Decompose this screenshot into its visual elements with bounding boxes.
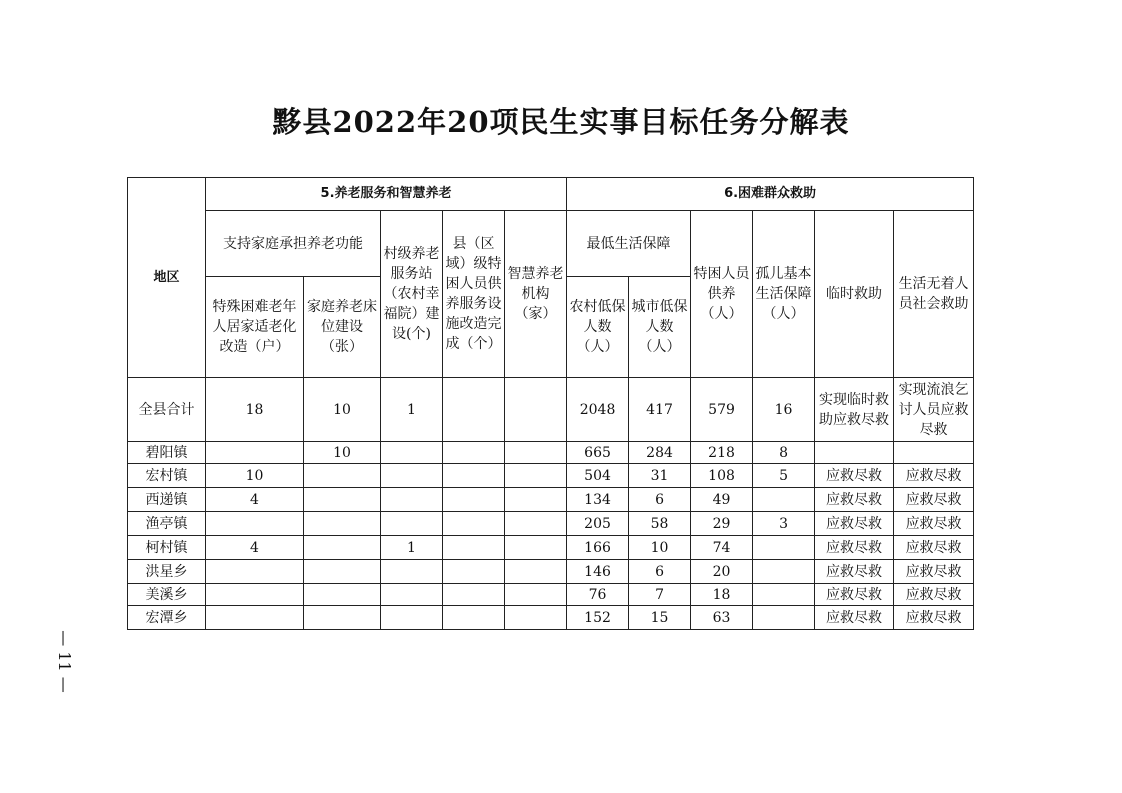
table-cell-c3 <box>381 512 443 536</box>
table-cell-c5 <box>505 464 567 488</box>
table-cell-c9 <box>753 606 815 630</box>
header-urban-dibao: 城市低保人数（人） <box>629 277 691 378</box>
table-cell-region: 宏潭乡 <box>128 606 206 630</box>
table-row <box>128 464 974 488</box>
table-cell-c4 <box>443 442 505 464</box>
table-cell-c9: 8 <box>753 442 815 464</box>
header-region: 地区 <box>128 178 206 378</box>
table-cell-c11 <box>894 442 974 464</box>
header-village-station: 村级养老服务站（农村幸福院）建设(个) <box>381 211 443 378</box>
table-cell-c4 <box>443 378 505 442</box>
table-row <box>128 560 974 584</box>
table-cell-c2 <box>304 536 381 560</box>
table-row <box>128 584 974 606</box>
table-cell-c8: 63 <box>691 606 753 630</box>
table-row <box>128 378 974 442</box>
table-cell-c6: 134 <box>567 488 629 512</box>
table-cell-c11: 应救尽救 <box>894 488 974 512</box>
table-cell-c10 <box>815 442 894 464</box>
table-cell-c7: 10 <box>629 536 691 560</box>
table-cell-c5 <box>505 606 567 630</box>
table-cell-c9 <box>753 488 815 512</box>
table-cell-c6: 2048 <box>567 378 629 442</box>
table-cell-region: 洪星乡 <box>128 560 206 584</box>
table-cell-c5 <box>505 512 567 536</box>
header-temp-aid: 临时救助 <box>815 211 894 378</box>
table-cell-c2: 10 <box>304 378 381 442</box>
table-cell-c2 <box>304 606 381 630</box>
table-cell-c8: 108 <box>691 464 753 488</box>
table-cell-c2 <box>304 464 381 488</box>
table-cell-c8: 29 <box>691 512 753 536</box>
table-row <box>128 536 974 560</box>
table-row <box>128 442 974 464</box>
table-row <box>128 512 974 536</box>
table-cell-region: 西递镇 <box>128 488 206 512</box>
table-cell-c7: 6 <box>629 560 691 584</box>
table-cell-c11: 应救尽救 <box>894 606 974 630</box>
table-cell-c1: 18 <box>206 378 304 442</box>
table-cell-c11: 实现流浪乞讨人员应救尽救 <box>894 378 974 442</box>
table-cell-c9: 5 <box>753 464 815 488</box>
page-number-text: — 11 — <box>54 629 74 693</box>
table-cell-c7: 31 <box>629 464 691 488</box>
table-cell-c6: 166 <box>567 536 629 560</box>
table-cell-c2 <box>304 488 381 512</box>
table-cell-c3 <box>381 464 443 488</box>
table-cell-c2 <box>304 584 381 606</box>
table-cell-c1 <box>206 606 304 630</box>
table-cell-c7: 7 <box>629 584 691 606</box>
table-cell-c4 <box>443 512 505 536</box>
header-group-relief: 6.困难群众救助 <box>567 178 974 211</box>
table-cell-c7: 6 <box>629 488 691 512</box>
header-tekun: 特困人员供养（人） <box>691 211 753 378</box>
table-cell-c1 <box>206 560 304 584</box>
table-cell-c9 <box>753 536 815 560</box>
table-cell-c11: 应救尽救 <box>894 512 974 536</box>
table-cell-region: 碧阳镇 <box>128 442 206 464</box>
table-cell-c11: 应救尽救 <box>894 464 974 488</box>
header-row-1 <box>128 178 974 211</box>
table-cell-c5 <box>505 536 567 560</box>
table-row <box>128 606 974 630</box>
header-rural-dibao: 农村低保人数（人） <box>567 277 629 378</box>
table-cell-c4 <box>443 606 505 630</box>
table-cell-c4 <box>443 488 505 512</box>
header-home-care: 支持家庭承担养老功能 <box>206 211 381 277</box>
task-breakdown-table <box>127 177 974 630</box>
header-elderly-home-mod: 特殊困难老年人居家适老化改造（户） <box>206 277 304 378</box>
table-cell-c10: 应救尽救 <box>815 464 894 488</box>
table-cell-c10: 应救尽救 <box>815 584 894 606</box>
table-cell-c1: 10 <box>206 464 304 488</box>
table-cell-c6: 665 <box>567 442 629 464</box>
table-cell-c10: 应救尽救 <box>815 512 894 536</box>
table-cell-c4 <box>443 560 505 584</box>
table-cell-c11: 应救尽救 <box>894 536 974 560</box>
table-cell-c10: 应救尽救 <box>815 560 894 584</box>
table-cell-c11: 应救尽救 <box>894 560 974 584</box>
table-cell-c7: 15 <box>629 606 691 630</box>
table-cell-c3 <box>381 488 443 512</box>
table-cell-c7: 284 <box>629 442 691 464</box>
table-cell-region: 柯村镇 <box>128 536 206 560</box>
table-cell-c5 <box>505 584 567 606</box>
table-cell-c2: 10 <box>304 442 381 464</box>
table-cell-c9: 3 <box>753 512 815 536</box>
table-cell-c9: 16 <box>753 378 815 442</box>
table-cell-c6: 205 <box>567 512 629 536</box>
table-cell-region: 全县合计 <box>128 378 206 442</box>
table-cell-c7: 417 <box>629 378 691 442</box>
table-cell-c4 <box>443 464 505 488</box>
header-home-bed: 家庭养老床位建设（张） <box>304 277 381 378</box>
table-cell-c8: 74 <box>691 536 753 560</box>
table-cell-c3: 1 <box>381 536 443 560</box>
table-body <box>128 378 974 630</box>
table-cell-c3 <box>381 560 443 584</box>
table-cell-c3: 1 <box>381 378 443 442</box>
table-cell-c8: 18 <box>691 584 753 606</box>
table-cell-c1: 4 <box>206 536 304 560</box>
table-cell-region: 宏村镇 <box>128 464 206 488</box>
table-cell-c8: 218 <box>691 442 753 464</box>
page-number <box>52 622 76 700</box>
table-cell-c3 <box>381 584 443 606</box>
table-cell-c6: 152 <box>567 606 629 630</box>
table-cell-c3 <box>381 442 443 464</box>
header-row-2 <box>128 211 974 277</box>
table-cell-c8: 20 <box>691 560 753 584</box>
header-homeless-aid: 生活无着人员社会救助 <box>894 211 974 378</box>
table-cell-c5 <box>505 488 567 512</box>
table-cell-region: 渔亭镇 <box>128 512 206 536</box>
table-cell-c10: 应救尽救 <box>815 488 894 512</box>
table-cell-c10: 实现临时救助应救尽救 <box>815 378 894 442</box>
table-cell-c5 <box>505 378 567 442</box>
table-cell-c6: 76 <box>567 584 629 606</box>
header-smart-org: 智慧养老机构（家） <box>505 211 567 378</box>
table-cell-c2 <box>304 512 381 536</box>
table-cell-c4 <box>443 584 505 606</box>
table-cell-c11: 应救尽救 <box>894 584 974 606</box>
table-cell-c8: 49 <box>691 488 753 512</box>
table-cell-c5 <box>505 560 567 584</box>
table-cell-c2 <box>304 560 381 584</box>
header-orphan: 孤儿基本生活保障（人） <box>753 211 815 378</box>
table-cell-c8: 579 <box>691 378 753 442</box>
table-cell-region: 美溪乡 <box>128 584 206 606</box>
table-cell-c10: 应救尽救 <box>815 536 894 560</box>
table-cell-c6: 504 <box>567 464 629 488</box>
header-county-facility: 县（区域）级特困人员供养服务设施改造完成（个） <box>443 211 505 378</box>
table-cell-c9 <box>753 560 815 584</box>
table-cell-c10: 应救尽救 <box>815 606 894 630</box>
table-cell-c1: 4 <box>206 488 304 512</box>
table-row <box>128 488 974 512</box>
table-cell-c5 <box>505 442 567 464</box>
table-cell-c1 <box>206 512 304 536</box>
header-dibao: 最低生活保障 <box>567 211 691 277</box>
table-cell-c9 <box>753 584 815 606</box>
table-cell-c4 <box>443 536 505 560</box>
table-cell-c1 <box>206 442 304 464</box>
table-cell-c7: 58 <box>629 512 691 536</box>
header-group-elderly-care: 5.养老服务和智慧养老 <box>206 178 567 211</box>
table-cell-c3 <box>381 606 443 630</box>
table-cell-c1 <box>206 584 304 606</box>
page-title: 黟县2022年20项民生实事目标任务分解表 <box>272 105 850 139</box>
table-cell-c6: 146 <box>567 560 629 584</box>
